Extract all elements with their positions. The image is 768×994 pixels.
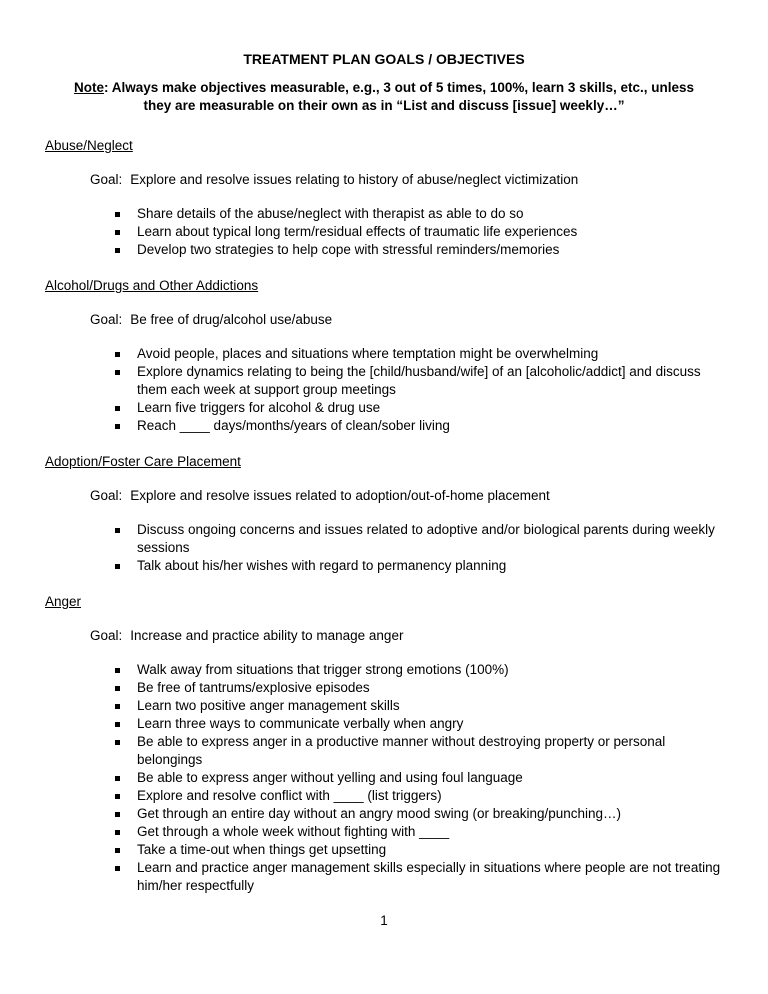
bullet-icon [115,352,120,357]
bullet-icon [115,794,120,799]
bullet-icon [115,668,120,673]
bullet-icon [115,370,120,375]
goal-line [90,171,723,189]
bullet-icon [115,704,120,709]
objective-text: Learn five triggers for alcohol & drug use [137,400,381,415]
objectives-list [45,345,723,435]
objective-text: Avoid people, places and situations where temptation might be overwhelming [137,346,599,361]
objective-item [115,787,723,805]
objective-item [115,205,723,223]
bullet-icon [115,866,120,871]
objective-item [115,805,723,823]
objective-text: Develop two strategies to help cope with stressful reminders/memories [137,242,560,257]
objective-item [115,661,723,679]
page-number: 1 [380,913,388,928]
objective-text: Learn three ways to communicate verbally when angry [137,716,464,731]
goal-line [90,487,723,505]
objective-item [115,241,723,259]
goal-label: Goal: [90,172,123,187]
goal-label: Goal: [90,628,123,643]
note-text: : Always make objectives measurable, e.g., 3 out of 5 times, 100%, learn 3 skills, etc., unless they are measurable on their own as in “List and discuss [issue] weekly…” [103,80,694,113]
objective-text: Be able to express anger in a productive manner without destroying property or personal belongings [137,734,666,767]
bullet-icon [115,686,120,691]
objective-text: Reach ____ days/months/years of clean/sober living [137,418,450,433]
objectives-list [45,205,723,259]
objective-item [115,399,723,417]
objectives-list [45,521,723,575]
objective-text: Get through a whole week without fighting with ____ [137,824,450,839]
goal-text: Explore and resolve issues related to adoption/out-of-home placement [130,488,550,503]
document-title: TREATMENT PLAN GOALS / OBJECTIVES [243,51,525,67]
section-abuse-neglect [45,137,723,259]
objective-item [115,715,723,733]
objective-item [115,697,723,715]
goal-line [90,311,723,329]
goal-line [90,627,723,645]
objective-item [115,859,723,895]
objective-text: Be able to express anger without yelling and using foul language [137,770,523,785]
bullet-icon [115,248,120,253]
bullet-icon [115,406,120,411]
objectives-list [45,661,723,895]
objective-text: Discuss ongoing concerns and issues related to adoptive and/or biological parents during weekly sessions [137,522,715,555]
goal-label: Goal: [90,488,123,503]
objective-text: Be free of tantrums/explosive episodes [137,680,370,695]
objective-item [115,823,723,841]
objective-text: Explore dynamics relating to being the [child/husband/wife] of an [alcoholic/addict] and discuss them each week at support group meetings [137,364,701,397]
goal-text: Increase and practice ability to manage anger [130,628,404,643]
section-heading: Alcohol/Drugs and Other Addictions [45,278,259,293]
objective-item [115,345,723,363]
bullet-icon [115,722,120,727]
objective-item [115,557,723,575]
bullet-icon [115,740,120,745]
bullet-icon [115,424,120,429]
objective-item [115,733,723,769]
section-heading: Adoption/Foster Care Placement [45,454,241,469]
bullet-icon [115,212,120,217]
objective-text: Learn two positive anger management skills [137,698,400,713]
objective-item [115,417,723,435]
objective-item [115,841,723,859]
bullet-icon [115,776,120,781]
objective-item [115,363,723,399]
section-alcohol-drugs [45,277,723,435]
bullet-icon [115,528,120,533]
section-heading: Anger [45,594,82,609]
goal-text: Be free of drug/alcohol use/abuse [130,312,333,327]
goal-label: Goal: [90,312,123,327]
bullet-icon [115,848,120,853]
section-heading: Abuse/Neglect [45,138,133,153]
note-label: Note [73,80,104,95]
objective-text: Walk away from situations that trigger strong emotions (100%) [137,662,509,677]
section-anger [45,593,723,895]
objective-text: Share details of the abuse/neglect with therapist as able to do so [137,206,524,221]
objective-text: Talk about his/her wishes with regard to permanency planning [137,558,507,573]
bullet-icon [115,812,120,817]
objective-text: Get through an entire day without an angry mood swing (or breaking/punching…) [137,806,622,821]
objective-text: Explore and resolve conflict with ____ (list triggers) [137,788,442,803]
objective-item [115,521,723,557]
goal-text: Explore and resolve issues relating to history of abuse/neglect victimization [130,172,579,187]
bullet-icon [115,830,120,835]
bullet-icon [115,564,120,569]
objective-text: Take a time-out when things get upsetting [137,842,387,857]
objective-item [115,679,723,697]
objective-item [115,223,723,241]
objective-item [115,769,723,787]
section-adoption-foster-care [45,453,723,575]
bullet-icon [115,230,120,235]
objective-text: Learn about typical long term/residual effects of traumatic life experiences [137,224,578,239]
objective-text: Learn and practice anger management skills especially in situations where people are not treating him/her respectfully [137,860,721,893]
note [59,79,709,115]
